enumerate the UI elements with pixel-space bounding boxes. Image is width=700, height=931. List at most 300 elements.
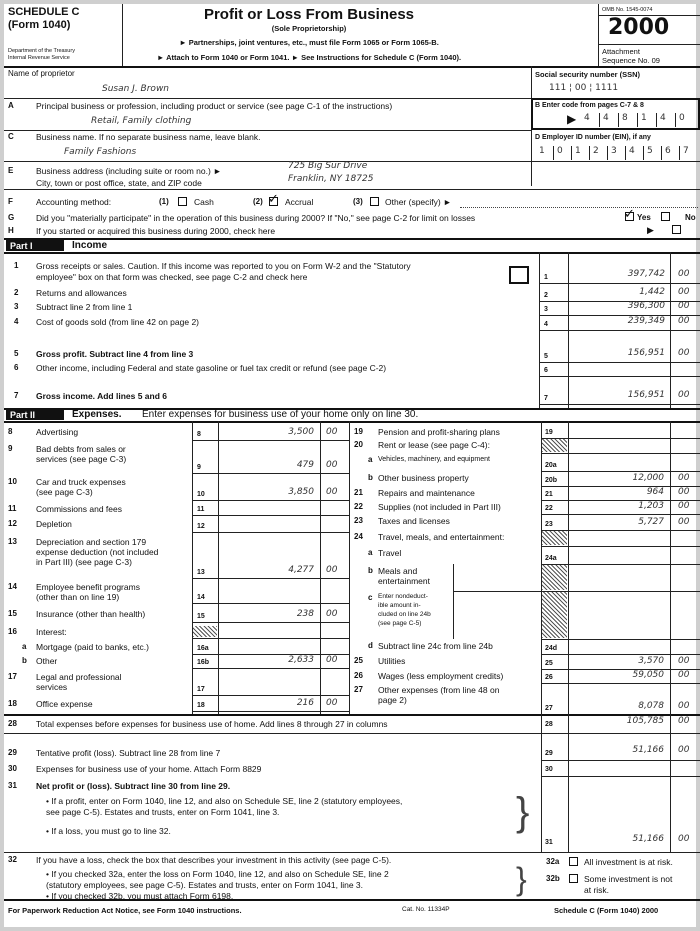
line-amount[interactable]: 396,300: [627, 301, 665, 311]
address-label2: City, town or post office, state, and ZIP code: [36, 178, 202, 188]
line-number: 11: [8, 504, 17, 513]
row-divider: [541, 760, 700, 761]
line-number: 13: [8, 537, 17, 546]
line-amount[interactable]: 3,570: [638, 656, 664, 666]
line-text: Legal and professional: [36, 672, 122, 682]
col-line: [320, 421, 321, 714]
line-number: 21: [354, 488, 363, 497]
ssn-value[interactable]: 111 ¦ 00 ¦ 1111: [549, 83, 619, 93]
line-text: Vehicles, machinery, and equipment: [378, 456, 490, 463]
checkmark-icon: ✓: [268, 191, 279, 206]
line-box-number: 3: [544, 306, 548, 313]
line-number: 14: [8, 582, 17, 591]
line-box-number: 11: [197, 506, 205, 513]
line-amount[interactable]: 216: [296, 698, 314, 708]
no-checkbox[interactable]: [661, 212, 670, 221]
line-amount[interactable]: 3,500: [288, 427, 314, 437]
line-box-number: 21: [545, 491, 553, 498]
line-a-label: Principal business or profession, including product or service (see page C-1 of the instructions): [36, 101, 393, 111]
line-text: Subtract line 2 from line 1: [36, 302, 133, 312]
row-divider: [192, 711, 349, 712]
line-text: Other income, including Federal and state gasoline or fuel tax credit or refund (see page C-2): [36, 363, 387, 373]
line-cents[interactable]: 00: [326, 565, 338, 575]
option-text: All investment is at risk.: [584, 857, 673, 867]
line-number: 29: [8, 748, 17, 757]
accrual-label: Accrual: [285, 197, 314, 207]
line-text: Office expense: [36, 699, 93, 709]
line-text: Subtract line 24c from line 24b: [378, 641, 493, 651]
line-text: Enter nondeduct-: [378, 593, 428, 600]
line-text: • If you checked 32b, you must attach Form 6198.: [46, 891, 234, 901]
line-text: Mortgage (paid to banks, etc.): [36, 642, 149, 652]
line-text: Expenses for business use of your home. Attach Form 8829: [36, 764, 262, 774]
ein-digit[interactable]: 3: [611, 146, 617, 156]
sequence-number: Sequence No. 09: [602, 56, 660, 65]
line-box-number: 4: [544, 321, 548, 328]
line-box-number: 29: [545, 750, 553, 757]
line-box-number: 20a: [545, 462, 557, 469]
row-divider: [541, 639, 700, 640]
line-text: Net profit or (loss). Subtract line 30 from line 29.: [36, 781, 231, 791]
line-h-letter: H: [8, 226, 14, 235]
line-amount[interactable]: 238: [296, 609, 314, 619]
cell-divider: [679, 146, 680, 160]
line-amount[interactable]: 239,349: [627, 316, 665, 326]
line-text: Rent or lease (see page C-4):: [378, 440, 490, 450]
line-box-number: 24a: [545, 555, 557, 562]
line-cents[interactable]: 00: [678, 269, 690, 279]
line-cents[interactable]: 00: [678, 501, 690, 511]
line-cents[interactable]: 00: [678, 487, 690, 497]
line-text: • If a profit, enter on Form 1040, line 12, and also on Schedule SE, line 2 (statutory employees,: [46, 796, 403, 806]
ein-digit[interactable]: 4: [629, 146, 635, 156]
business-code-label: B Enter code from pages C-7 & 8: [535, 102, 644, 109]
tax-year: 2000: [608, 15, 670, 40]
line-number: 15: [8, 609, 17, 618]
line-box-number: 31: [545, 839, 553, 846]
ein-label: D Employer ID number (EIN), if any: [535, 134, 651, 141]
dept-line2: Internal Revenue Service: [8, 55, 70, 61]
ein-digit[interactable]: 1: [575, 146, 581, 156]
started-business-checkbox[interactable]: [672, 225, 681, 234]
line-text: (see page C-5): [378, 620, 422, 627]
line-text: Wages (less employment credits): [378, 671, 504, 681]
line-amount[interactable]: 3,850: [288, 487, 314, 497]
col-line: [568, 714, 569, 852]
line-number: 7: [14, 391, 19, 400]
line-box-number: 27: [545, 705, 553, 712]
row-divider: [192, 695, 349, 696]
accounting-method-label: Accounting method:: [36, 197, 112, 207]
line-number: 20: [354, 440, 363, 449]
line-box-number: 16a: [197, 645, 209, 652]
line-number: 27: [354, 685, 363, 694]
header-note2: ► Attach to Form 1040 or Form 1041. ► See Instructions for Schedule C (Form 1040).: [156, 53, 462, 62]
line-amount[interactable]: 1,203: [638, 501, 664, 511]
cell-divider: [675, 113, 676, 127]
cell-divider: [661, 146, 662, 160]
option-text: at risk.: [584, 885, 610, 895]
line-box-number: 13: [197, 569, 205, 576]
line-text: Employee benefit programs: [36, 582, 140, 592]
line-text: Interest:: [36, 627, 67, 637]
brace: }: [516, 790, 530, 834]
part2-instruction: Enter expenses for business use of your home only on line 30.: [142, 409, 419, 420]
line-text: Depreciation and section 179: [36, 537, 147, 547]
col-line: [670, 714, 671, 852]
line-c-letter: C: [8, 132, 14, 141]
name-label: Name of proprietor: [8, 69, 75, 78]
arrow-right-icon: ▶: [647, 225, 654, 235]
ein-digit[interactable]: 0: [557, 146, 563, 156]
city-state-zip[interactable]: Franklin, NY 18725: [288, 174, 374, 184]
line-amount[interactable]: 105,785: [626, 716, 664, 726]
line-cents[interactable]: 00: [678, 745, 690, 755]
line-text: employee" box on that form was checked, see page C-2 and check here: [36, 272, 308, 282]
other-method-label: Other (specify) ►: [385, 197, 452, 207]
line-box-number: 2: [544, 292, 548, 299]
line-amount[interactable]: 51,166: [632, 834, 664, 844]
line-number: 31: [8, 781, 17, 790]
form-ref: (Form 1040): [8, 19, 71, 31]
line-number: 18: [8, 699, 17, 708]
code-digit[interactable]: 1: [641, 113, 647, 123]
hatched-cell: [542, 592, 567, 638]
line-number: 9: [8, 444, 13, 453]
line-text: Advertising: [36, 427, 79, 437]
at-risk-all-checkbox[interactable]: [569, 857, 578, 866]
line-text: Insurance (other than health): [36, 609, 146, 619]
ein-digit[interactable]: 6: [665, 146, 671, 156]
principal-business[interactable]: Retail, Family clothing: [91, 116, 192, 126]
line-amount[interactable]: 964: [646, 487, 664, 497]
code-digit[interactable]: 4: [660, 113, 666, 123]
line-box-number: 7: [544, 395, 548, 402]
line-number: a: [368, 455, 373, 464]
row-divider: [192, 473, 349, 474]
line-text: see page C-5). Estates and trusts, enter on Form 1041, line 3.: [46, 807, 280, 817]
line-cents[interactable]: 00: [678, 834, 690, 844]
arrow-right-icon: ▶: [567, 112, 577, 126]
line-number: 19: [354, 427, 363, 436]
row-divider: [192, 532, 349, 533]
row-divider: [192, 638, 349, 639]
row-divider: [192, 668, 349, 669]
option-label: 32a: [546, 857, 560, 866]
col-line: [541, 714, 542, 852]
line-box-number: 15: [197, 613, 205, 620]
line-text: Gross profit. Subtract line 4 from line 3: [36, 349, 194, 359]
row-divider: [4, 733, 700, 734]
no-label: No: [685, 213, 696, 222]
row-divider: [453, 591, 541, 592]
schedule-label: SCHEDULE C: [8, 6, 80, 18]
row-divider: [192, 515, 349, 516]
cash-label: Cash: [194, 197, 214, 207]
line-box-number: 22: [545, 505, 553, 512]
hatched-cell: [542, 439, 567, 452]
line-amount[interactable]: 156,951: [627, 390, 665, 400]
line-amount[interactable]: 12,000: [632, 473, 664, 483]
line-text: Pension and profit-sharing plans: [378, 427, 500, 437]
line-amount[interactable]: 8,078: [638, 701, 664, 711]
line-text: Other: [36, 656, 58, 666]
line-number: 30: [8, 764, 17, 773]
line-text: (see page C-3): [36, 487, 93, 497]
line-number: 26: [354, 671, 363, 680]
row-divider: [539, 376, 700, 377]
line-number: 12: [8, 519, 17, 528]
cell-divider: [589, 146, 590, 160]
line-text: • If a loss, you must go to line 32.: [46, 826, 171, 836]
row-divider: [192, 622, 349, 623]
attachment-label: Attachment: [602, 47, 640, 56]
line-box-number: 30: [545, 766, 553, 773]
line-text: Bad debts from sales or: [36, 444, 126, 454]
line-box-number: 9: [197, 464, 201, 471]
line-text: Commissions and fees: [36, 504, 122, 514]
option-text: Some investment is not: [584, 874, 673, 884]
code-digit[interactable]: 4: [584, 113, 590, 123]
option-1-label: (1): [159, 197, 169, 206]
line-f-letter: F: [8, 197, 13, 206]
line-number: b: [22, 656, 27, 665]
ssn-label: Social security number (SSN): [535, 70, 641, 79]
form-subtitle: (Sole Proprietorship): [271, 24, 347, 33]
cell-divider: [553, 146, 554, 160]
line-amount[interactable]: 479: [296, 460, 314, 470]
row-divider: [192, 500, 349, 501]
line-text: services: [36, 682, 68, 692]
line-number: c: [368, 593, 373, 602]
line-cents[interactable]: 00: [678, 701, 690, 711]
line-cents[interactable]: 00: [326, 609, 338, 619]
row-divider: [539, 404, 700, 405]
line-text: ible amount in-: [378, 602, 421, 609]
row-divider: [541, 514, 700, 515]
line-number: 25: [354, 656, 363, 665]
proprietor-name[interactable]: Susan J. Brown: [102, 84, 170, 94]
line-text: entertainment: [378, 576, 430, 586]
line-text: cluded on line 24b: [378, 611, 431, 618]
dept-line1: Department of the Treasury: [8, 48, 75, 54]
line-amount[interactable]: 4,277: [288, 565, 314, 575]
line-c-label: Business name. If no separate business name, leave blank.: [36, 132, 261, 142]
row-divider: [539, 362, 700, 363]
line-cents[interactable]: 00: [678, 670, 690, 680]
line-text: Meals and: [378, 566, 418, 576]
hatched-cell: [542, 531, 567, 545]
line-number: 4: [14, 317, 19, 326]
header-note1: ► Partnerships, joint ventures, etc., must file Form 1065 or Form 1065-B.: [179, 38, 439, 47]
line-text: Other business property: [378, 473, 469, 483]
form-title: Profit or Loss From Business: [203, 6, 415, 23]
ein-digit[interactable]: 1: [539, 146, 545, 156]
line-amount[interactable]: 59,050: [632, 670, 664, 680]
line-cents[interactable]: 00: [678, 517, 690, 527]
line-text: services (see page C-3): [36, 454, 127, 464]
statutory-employee-checkbox[interactable]: [509, 266, 529, 284]
row-divider: [541, 776, 700, 777]
ein-digit[interactable]: 5: [647, 146, 653, 156]
line-text: If you have a loss, check the box that describes your investment in this activity (see page C-5).: [36, 855, 392, 865]
row-divider: [541, 654, 700, 655]
line-cents[interactable]: 00: [326, 427, 338, 437]
ein-digit[interactable]: 7: [683, 146, 689, 156]
business-name[interactable]: Family Fashions: [64, 147, 137, 157]
part1-label: Part I: [6, 240, 64, 251]
line-cents[interactable]: 00: [326, 698, 338, 708]
brace: }: [516, 861, 527, 897]
started-business-label: If you started or acquired this business during 2000, check here: [36, 226, 276, 236]
line-number: d: [368, 641, 373, 650]
line-number: a: [22, 642, 27, 651]
line-number: 16: [8, 627, 17, 636]
row-divider: [539, 283, 700, 284]
cell-divider: [571, 146, 572, 160]
line-text: Depletion: [36, 519, 72, 529]
line-amount[interactable]: 51,166: [632, 745, 664, 755]
line-number: 24: [354, 532, 363, 541]
line-e-letter: E: [8, 166, 14, 175]
line-cents[interactable]: 00: [326, 655, 338, 665]
line-text: Gross receipts or sales. Caution. If this income was reported to you on Form W-2 and the "Statutory: [36, 261, 411, 271]
checkmark-icon: ✓: [624, 206, 635, 221]
line-box-number: 10: [197, 491, 205, 498]
line-g-letter: G: [8, 213, 15, 222]
line-text: Total expenses before expenses for business use of home. Add lines 8 through 27 in columns: [36, 719, 388, 729]
col-line: [192, 421, 193, 714]
line-box-number: 17: [197, 686, 205, 693]
line-box-number: 25: [545, 660, 553, 667]
yes-label: Yes: [637, 213, 651, 222]
line-number: b: [368, 473, 373, 482]
col-line: [453, 564, 454, 639]
line-cents[interactable]: 00: [678, 473, 690, 483]
catalog-number: Cat. No. 11334P: [402, 906, 450, 913]
option-2-label: (2): [253, 197, 263, 206]
line-box-number: 20b: [545, 477, 558, 484]
line-text: (other than on line 19): [36, 592, 120, 602]
line-text: Travel, meals, and entertainment:: [378, 532, 505, 542]
footer-form-name: Schedule C (Form 1040) 2000: [554, 906, 659, 915]
line-amount[interactable]: 5,727: [638, 517, 664, 527]
line-cents[interactable]: 00: [326, 487, 338, 497]
line-amount[interactable]: 1,442: [639, 287, 665, 297]
line-number: 22: [354, 502, 363, 511]
line-box-number: 23: [545, 521, 553, 528]
line-text: page 2): [378, 695, 407, 705]
row-divider: [541, 683, 700, 684]
line-number: 3: [14, 302, 19, 311]
address-label1: Business address (including suite or room no.) ►: [36, 166, 222, 176]
code-digit[interactable]: 4: [603, 113, 609, 123]
line-number: 17: [8, 672, 17, 681]
at-risk-some-checkbox[interactable]: [569, 874, 578, 883]
col-line: [670, 421, 671, 714]
line-box-number: 26: [545, 674, 553, 681]
line-text: Gross income. Add lines 5 and 6: [36, 391, 167, 401]
col-line: [349, 421, 350, 714]
material-participation-question: Did you "materially participate" in the operation of this business during 2000? If "No," see page C-2 for limit on losses: [36, 213, 476, 223]
code-digit[interactable]: 0: [679, 113, 685, 123]
line-number: 10: [8, 477, 17, 486]
line-cents[interactable]: 00: [678, 656, 690, 666]
line-text: Cost of goods sold (from line 42 on page 2): [36, 317, 200, 327]
line-text: expense deduction (not included: [36, 547, 159, 557]
cell-divider: [599, 113, 600, 127]
cash-checkbox[interactable]: [178, 197, 187, 206]
line-box-number: 8: [197, 431, 201, 438]
line-box-number: 14: [197, 594, 205, 601]
cell-divider: [656, 113, 657, 127]
line-number: 5: [14, 349, 19, 358]
row-divider: [539, 330, 700, 331]
other-method-checkbox[interactable]: [370, 197, 379, 206]
line-amount[interactable]: 2,633: [288, 655, 314, 665]
line-text: in Part III) (see page C-3): [36, 557, 132, 567]
line-cents[interactable]: 00: [678, 348, 690, 358]
line-box-number: 6: [544, 367, 548, 374]
line-number: 23: [354, 516, 363, 525]
footer-notice: For Paperwork Reduction Act Notice, see Form 1040 instructions.: [8, 906, 242, 915]
line-box-number: 24d: [545, 645, 558, 652]
line-number: 8: [8, 427, 13, 436]
omb-number: OMB No. 1545-0074: [602, 7, 653, 13]
line-cents[interactable]: 00: [326, 460, 338, 470]
line-cents[interactable]: 00: [678, 316, 690, 326]
row-divider: [192, 578, 349, 579]
line-number: 2: [14, 288, 19, 297]
cell-divider: [607, 146, 608, 160]
part1-title: Income: [72, 240, 108, 251]
line-text: Taxes and licenses: [378, 516, 450, 526]
line-text: Returns and allowances: [36, 288, 127, 298]
line-cents[interactable]: 00: [678, 390, 690, 400]
line-text: • If you checked 32a, enter the loss on Form 1040, line 12, and also on Schedule SE, line 2: [46, 869, 389, 879]
row-divider: [541, 471, 700, 472]
cell-divider: [625, 146, 626, 160]
line-cents[interactable]: 00: [678, 301, 690, 311]
line-text: Tentative profit (loss). Subtract line 28 from line 7: [36, 748, 221, 758]
line-amount[interactable]: 397,742: [627, 269, 665, 279]
ein-digit[interactable]: 2: [593, 146, 599, 156]
line-amount[interactable]: 156,951: [627, 348, 665, 358]
cell-divider: [637, 113, 638, 127]
cell-divider: [618, 113, 619, 127]
other-method-field[interactable]: [460, 207, 698, 208]
line-text: Repairs and maintenance: [378, 488, 475, 498]
code-digit[interactable]: 8: [622, 113, 628, 123]
line-text: Other expenses (from line 48 on: [378, 685, 500, 695]
line-number: a: [368, 548, 373, 557]
line-box-number: 12: [197, 523, 205, 530]
line-cents[interactable]: 00: [678, 287, 690, 297]
line-number: b: [368, 566, 373, 575]
line-text: Utilities: [378, 656, 406, 666]
street-address[interactable]: 725 Big Sur Drive: [288, 161, 368, 171]
line-text: (statutory employees, see page C-5). Estates and trusts, enter on Form 1041, line 3.: [46, 880, 364, 890]
line-cents[interactable]: 00: [678, 716, 690, 726]
line-text: Supplies (not included in Part III): [378, 502, 501, 512]
line-box-number: 18: [197, 702, 205, 709]
hatched-cell: [193, 626, 217, 637]
line-text: Car and truck expenses: [36, 477, 126, 487]
line-box-number: 19: [545, 429, 553, 436]
line-box-number: 5: [544, 353, 548, 360]
line-a-letter: A: [8, 101, 14, 110]
line-number: 28: [8, 719, 17, 728]
